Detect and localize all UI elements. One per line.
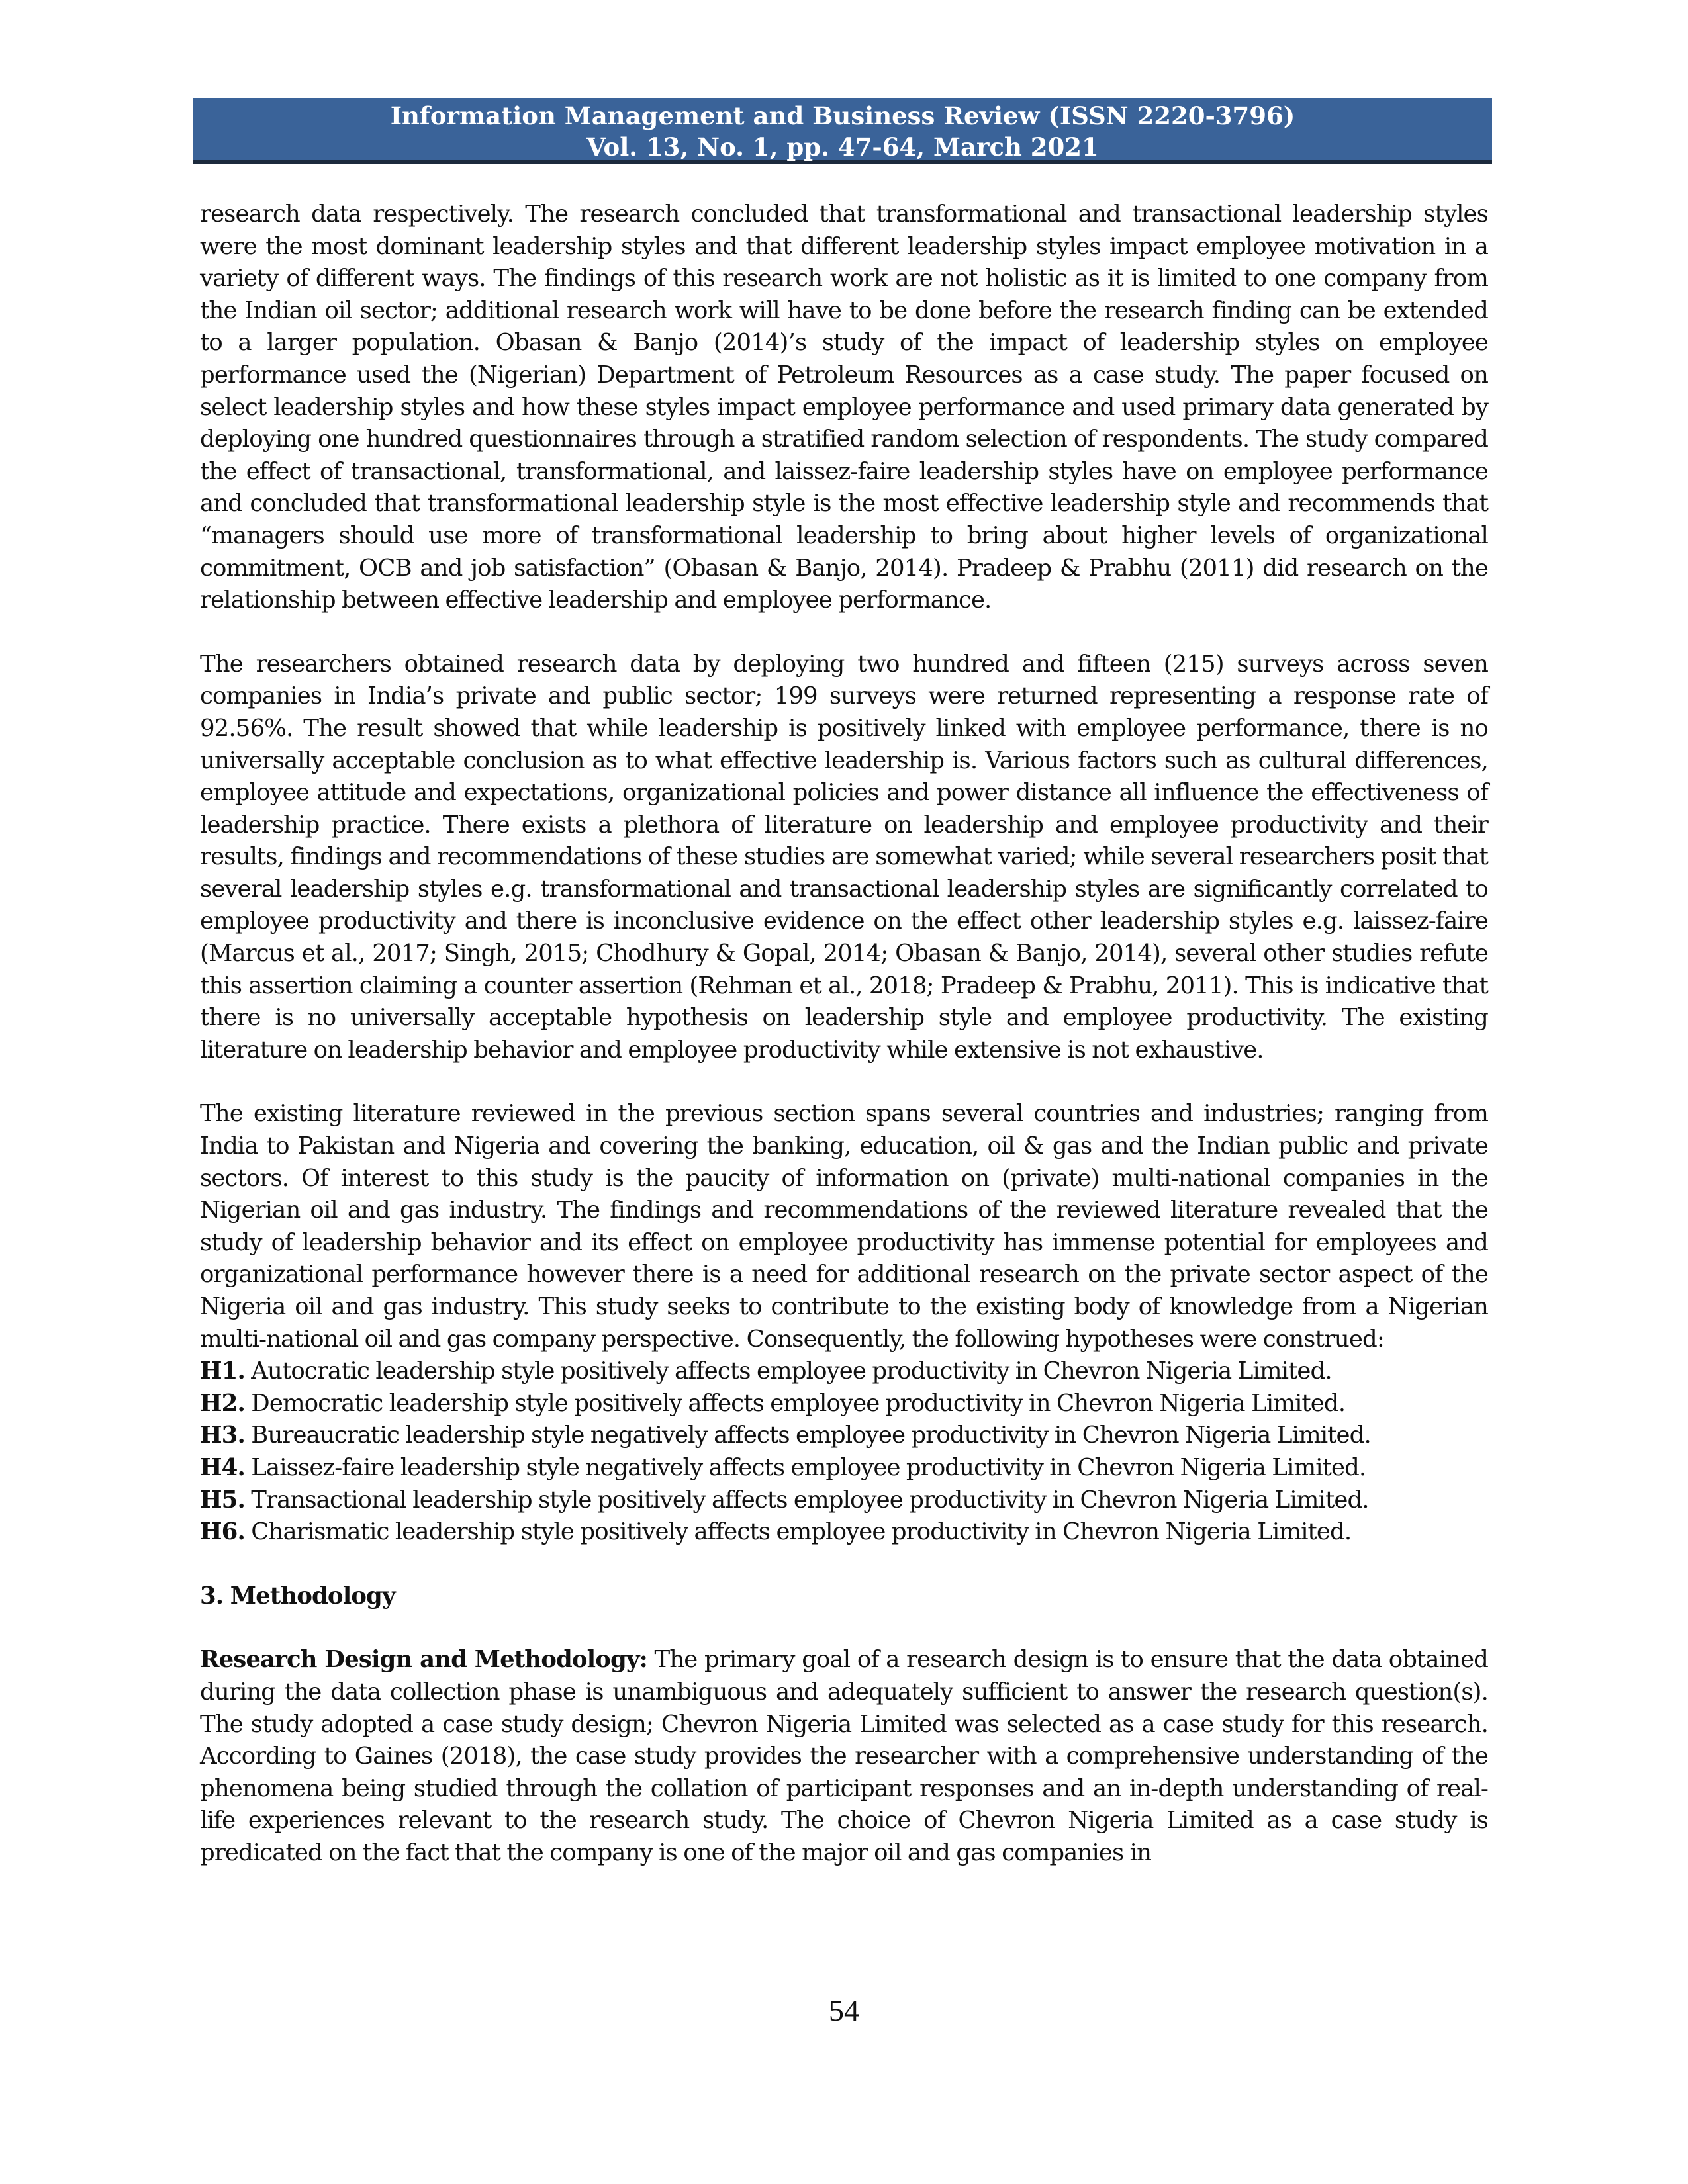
hypothesis-text: Bureaucratic leadership style negatively affects employee productivity in Chevron Nigeria Limited. — [244, 1422, 1371, 1449]
section-heading-methodology: 3. Methodology — [200, 1582, 395, 1610]
hypothesis-item — [200, 1388, 1488, 1420]
hypothesis-text: Autocratic leadership style positively affects employee productivity in Chevron Nigeria Limited. — [244, 1357, 1332, 1385]
hypothesis-text: Laissez-faire leadership style negatively affects employee productivity in Chevron Nigeria Limited. — [244, 1453, 1366, 1481]
hypothesis-item — [200, 1484, 1488, 1517]
hypothesis-text: Transactional leadership style positively affects employee productivity in Chevron Nigeria Limited. — [244, 1486, 1369, 1514]
hypothesis-label: H4. — [200, 1453, 245, 1481]
hypothesis-label: H1. — [200, 1357, 245, 1385]
hypothesis-label: H3. — [200, 1422, 245, 1449]
hypotheses-list — [200, 1355, 1488, 1549]
hypothesis-label: H2. — [200, 1389, 245, 1417]
hypothesis-item — [200, 1420, 1488, 1452]
methodology-lead-label: Research Design and Methodology: — [200, 1646, 647, 1674]
journal-title: Information Management and Business Review (ISSN 2220-3796) — [390, 101, 1295, 130]
hypothesis-label: H6. — [200, 1518, 245, 1546]
paragraph-3: The existing literature reviewed in the previous section spans several countries and industries; ranging from India to Pakistan and Nigeria and covering the banking, education, oil & gas and the Indian public and private sectors. Of interest to this study is the paucity of information on (private) multi-national companies in the Nigerian oil and gas industry. The findings and recommendations of the reviewed literature revealed that the study of leadership behavior and its effect on employee productivity has immense potential for employees and organizational performance however there is a need for additional research on the private sector aspect of the Nigeria oil and gas industry. This study seeks to contribute to the existing body of knowledge from a Nigerian multi-national oil and gas company perspective. Consequently, the following hypotheses were construed: — [200, 1100, 1488, 1353]
journal-header — [193, 98, 1492, 164]
hypothesis-item — [200, 1355, 1488, 1388]
paragraph-methodology — [200, 1644, 1488, 1869]
page-number: 54 — [829, 1993, 859, 2027]
methodology-body: The primary goal of a research design is to ensure that the data obtained during the data collection phase is unambiguous and adequately sufficient to answer the research question(s). The study adopted a case study design; Chevron Nigeria Limited was selected as a case study for this research. According to Gaines (2018), the case study provides the researcher with a comprehensive understanding of the phenomena being studied through the collation of participant responses and an in-depth understanding of real-life experiences relevant to the research study. The choice of Chevron Nigeria Limited as a case study is predicated on the fact that the company is one of the major oil and gas companies in — [200, 1646, 1488, 1866]
hypothesis-text: Democratic leadership style positively affects employee productivity in Chevron Nigeria Limited. — [244, 1389, 1346, 1417]
article-body — [200, 199, 1488, 1870]
paragraph-1: research data respectively. The research concluded that transformational and transactional leadership styles were the most dominant leadership styles and that different leadership styles impact employee motivation in a variety of different ways. The findings of this research work are not holistic as it is limited to one company from the Indian oil sector; additional research work will have to be done before the research finding can be extended to a larger population. Obasan & Banjo (2014)’s study of the impact of leadership styles on employee performance used the (Nigerian) Department of Petroleum Resources as a case study. The paper focused on select leadership styles and how these styles impact employee performance and used primary data generated by deploying one hundred questionnaires through a stratified random selection of respondents. The study compared the effect of transactional, transformational, and laissez-faire leadership styles have on employee performance and concluded that transformational leadership style is the most effective leadership style and recommends that “managers should use more of transformational leadership to bring about higher levels of organizational commitment, OCB and job satisfaction” (Obasan & Banjo, 2014). Pradeep & Prabhu (2011) did research on the relationship between effective leadership and employee performance. — [200, 201, 1488, 614]
hypothesis-item — [200, 1516, 1488, 1549]
hypothesis-text: Charismatic leadership style positively affects employee productivity in Chevron Nigeria Limited. — [244, 1518, 1352, 1546]
paragraph-2: The researchers obtained research data by deploying two hundred and fifteen (215) surveys across seven companies in India’s private and public sector; 199 surveys were returned representing a response rate of 92.56%. The result showed that while leadership is positively linked with employee performance, there is no universally acceptable conclusion as to what effective leadership is. Various factors such as cultural differences, employee attitude and expectations, organizational policies and power distance all influence the effectiveness of leadership practice. There exists a plethora of literature on leadership and employee productivity and their results, findings and recommendations of these studies are somewhat varied; while several researchers posit that several leadership styles e.g. transformational and transactional leadership styles are significantly correlated to employee productivity and there is inconclusive evidence on the effect other leadership styles e.g. laissez-faire (Marcus et al., 2017; Singh, 2015; Chodhury & Gopal, 2014; Obasan & Banjo, 2014), several other studies refute this assertion claiming a counter assertion (Rehman et al., 2018; Pradeep & Prabhu, 2011). This is indicative that there is no universally acceptable hypothesis on leadership style and employee productivity. The existing literature on leadership behavior and employee productivity while extensive is not exhaustive. — [200, 650, 1488, 1064]
journal-issue-info: Vol. 13, No. 1, pp. 47-64, March 2021 — [586, 132, 1099, 161]
hypothesis-label: H5. — [200, 1486, 245, 1514]
hypothesis-item — [200, 1452, 1488, 1484]
